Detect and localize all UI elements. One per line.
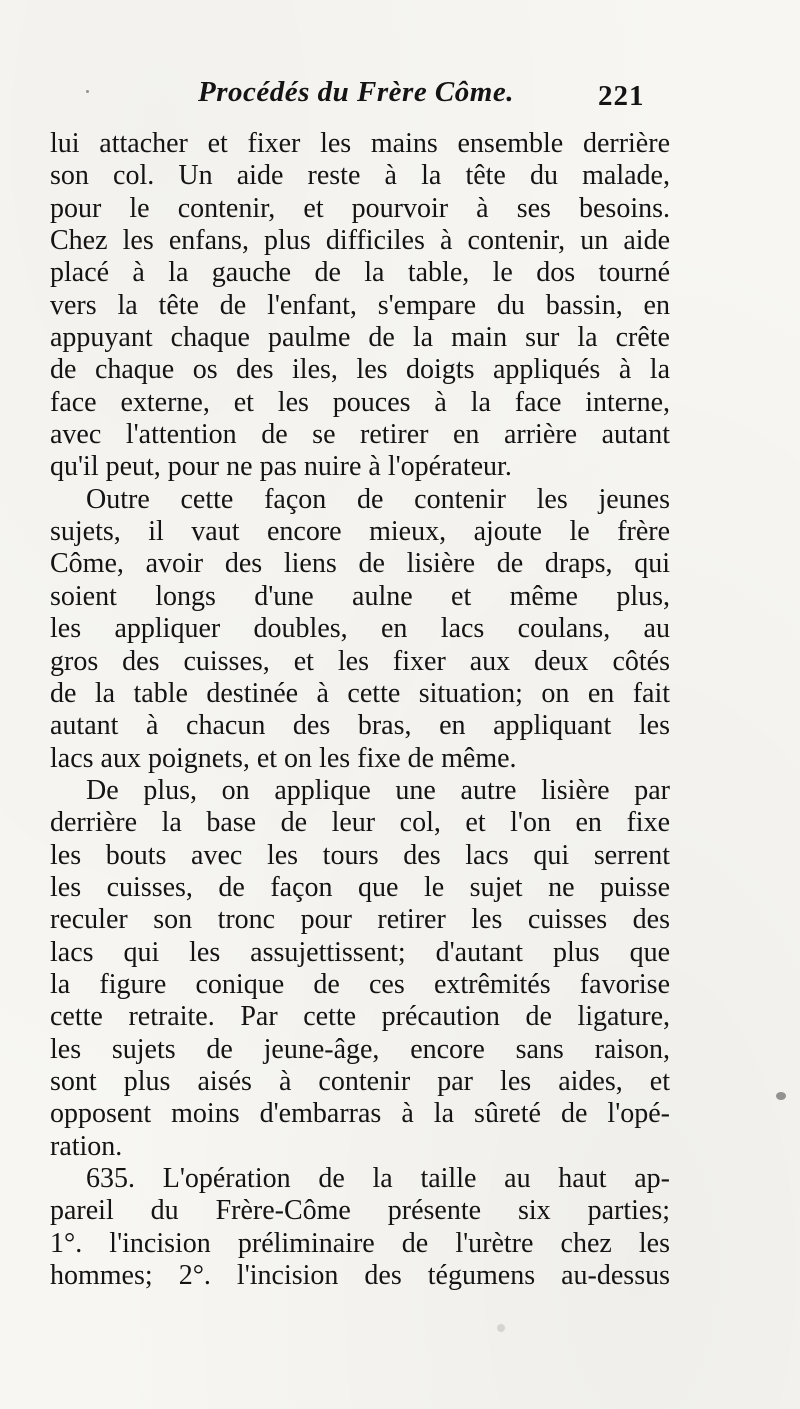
text-line: face externe, et les pouces à la face interne, xyxy=(50,386,670,418)
text-line: les sujets de jeune-âge, encore sans raison, xyxy=(50,1033,670,1065)
paragraph-first-line: De plus, on applique une autre lisière par xyxy=(86,774,670,806)
text-line: cette retraite. Par cette précaution de ligature, xyxy=(50,1001,670,1033)
text-line: Côme, avoir des liens de lisière de draps, qui xyxy=(50,548,670,580)
text-line: lacs qui les assujettissent; d'autant plus que xyxy=(50,936,670,968)
paragraph-first-line: Outre cette façon de contenir les jeunes xyxy=(86,483,670,515)
text-line: de chaque os des iles, les doigts appliqués à la xyxy=(50,354,670,386)
page-number: 221 xyxy=(598,80,645,112)
ink-speck xyxy=(776,1092,786,1100)
page-header xyxy=(0,72,800,122)
text-line: pareil du Frère-Côme présente six parties; xyxy=(50,1195,670,1227)
text-line: placé à la gauche de la table, le dos tourné xyxy=(50,257,670,289)
text-line: sujets, il vaut encore mieux, ajoute le frère xyxy=(50,516,670,548)
text-line: vers la tête de l'enfant, s'empare du bassin, en xyxy=(50,289,670,321)
text-line: les cuisses, de façon que le sujet ne puisse xyxy=(50,871,670,903)
text-line: gros des cuisses, et les fixer aux deux côtés xyxy=(50,645,670,677)
text-line: appuyant chaque paulme de la main sur la crête xyxy=(50,322,670,354)
ink-speck xyxy=(497,1324,505,1332)
text-line: sont plus aisés à contenir par les aides, et xyxy=(50,1065,670,1097)
text-line: soient longs d'une aulne et même plus, xyxy=(50,580,670,612)
text-line: autant à chacun des bras, en appliquant les xyxy=(50,710,670,742)
text-line: Chez les enfans, plus difficiles à contenir, un aide xyxy=(50,225,670,257)
text-line: opposent moins d'embarras à la sûreté de l'opé- xyxy=(50,1098,670,1130)
text-line: les bouts avec les tours des lacs qui serrent xyxy=(50,839,670,871)
text-line: qu'il peut, pour ne pas nuire à l'opérateur. xyxy=(50,451,512,483)
running-title: Procédés du Frère Côme. xyxy=(198,76,514,108)
text-line: reculer son tronc pour retirer les cuisses des xyxy=(50,904,670,936)
text-line: la figure conique de ces extrêmités favorise xyxy=(50,968,670,1000)
text-line: ration. xyxy=(50,1130,123,1162)
text-line: derrière la base de leur col, et l'on en fixe xyxy=(50,807,670,839)
body-text xyxy=(50,128,670,1292)
paragraph-first-line: 635. L'opération de la taille au haut ap- xyxy=(86,1163,670,1194)
text-line: avec l'attention de se retirer en arrière autant xyxy=(50,419,670,451)
text-line: pour le contenir, et pourvoir à ses besoins. xyxy=(50,192,670,224)
ink-speck xyxy=(86,90,89,93)
text-line: 1°. l'incision préliminaire de l'urètre chez les xyxy=(50,1227,670,1259)
text-line: hommes; 2°. l'incision des tégumens au-dessus xyxy=(50,1260,670,1292)
text-line: lui attacher et fixer les mains ensemble derrière xyxy=(50,128,670,159)
text-line: lacs aux poignets, et on les fixe de même. xyxy=(50,742,517,774)
text-line: son col. Un aide reste à la tête du malade, xyxy=(50,160,670,192)
text-line: les appliquer doubles, en lacs coulans, au xyxy=(50,613,670,645)
text-line: de la table destinée à cette situation; on en fait xyxy=(50,677,670,709)
